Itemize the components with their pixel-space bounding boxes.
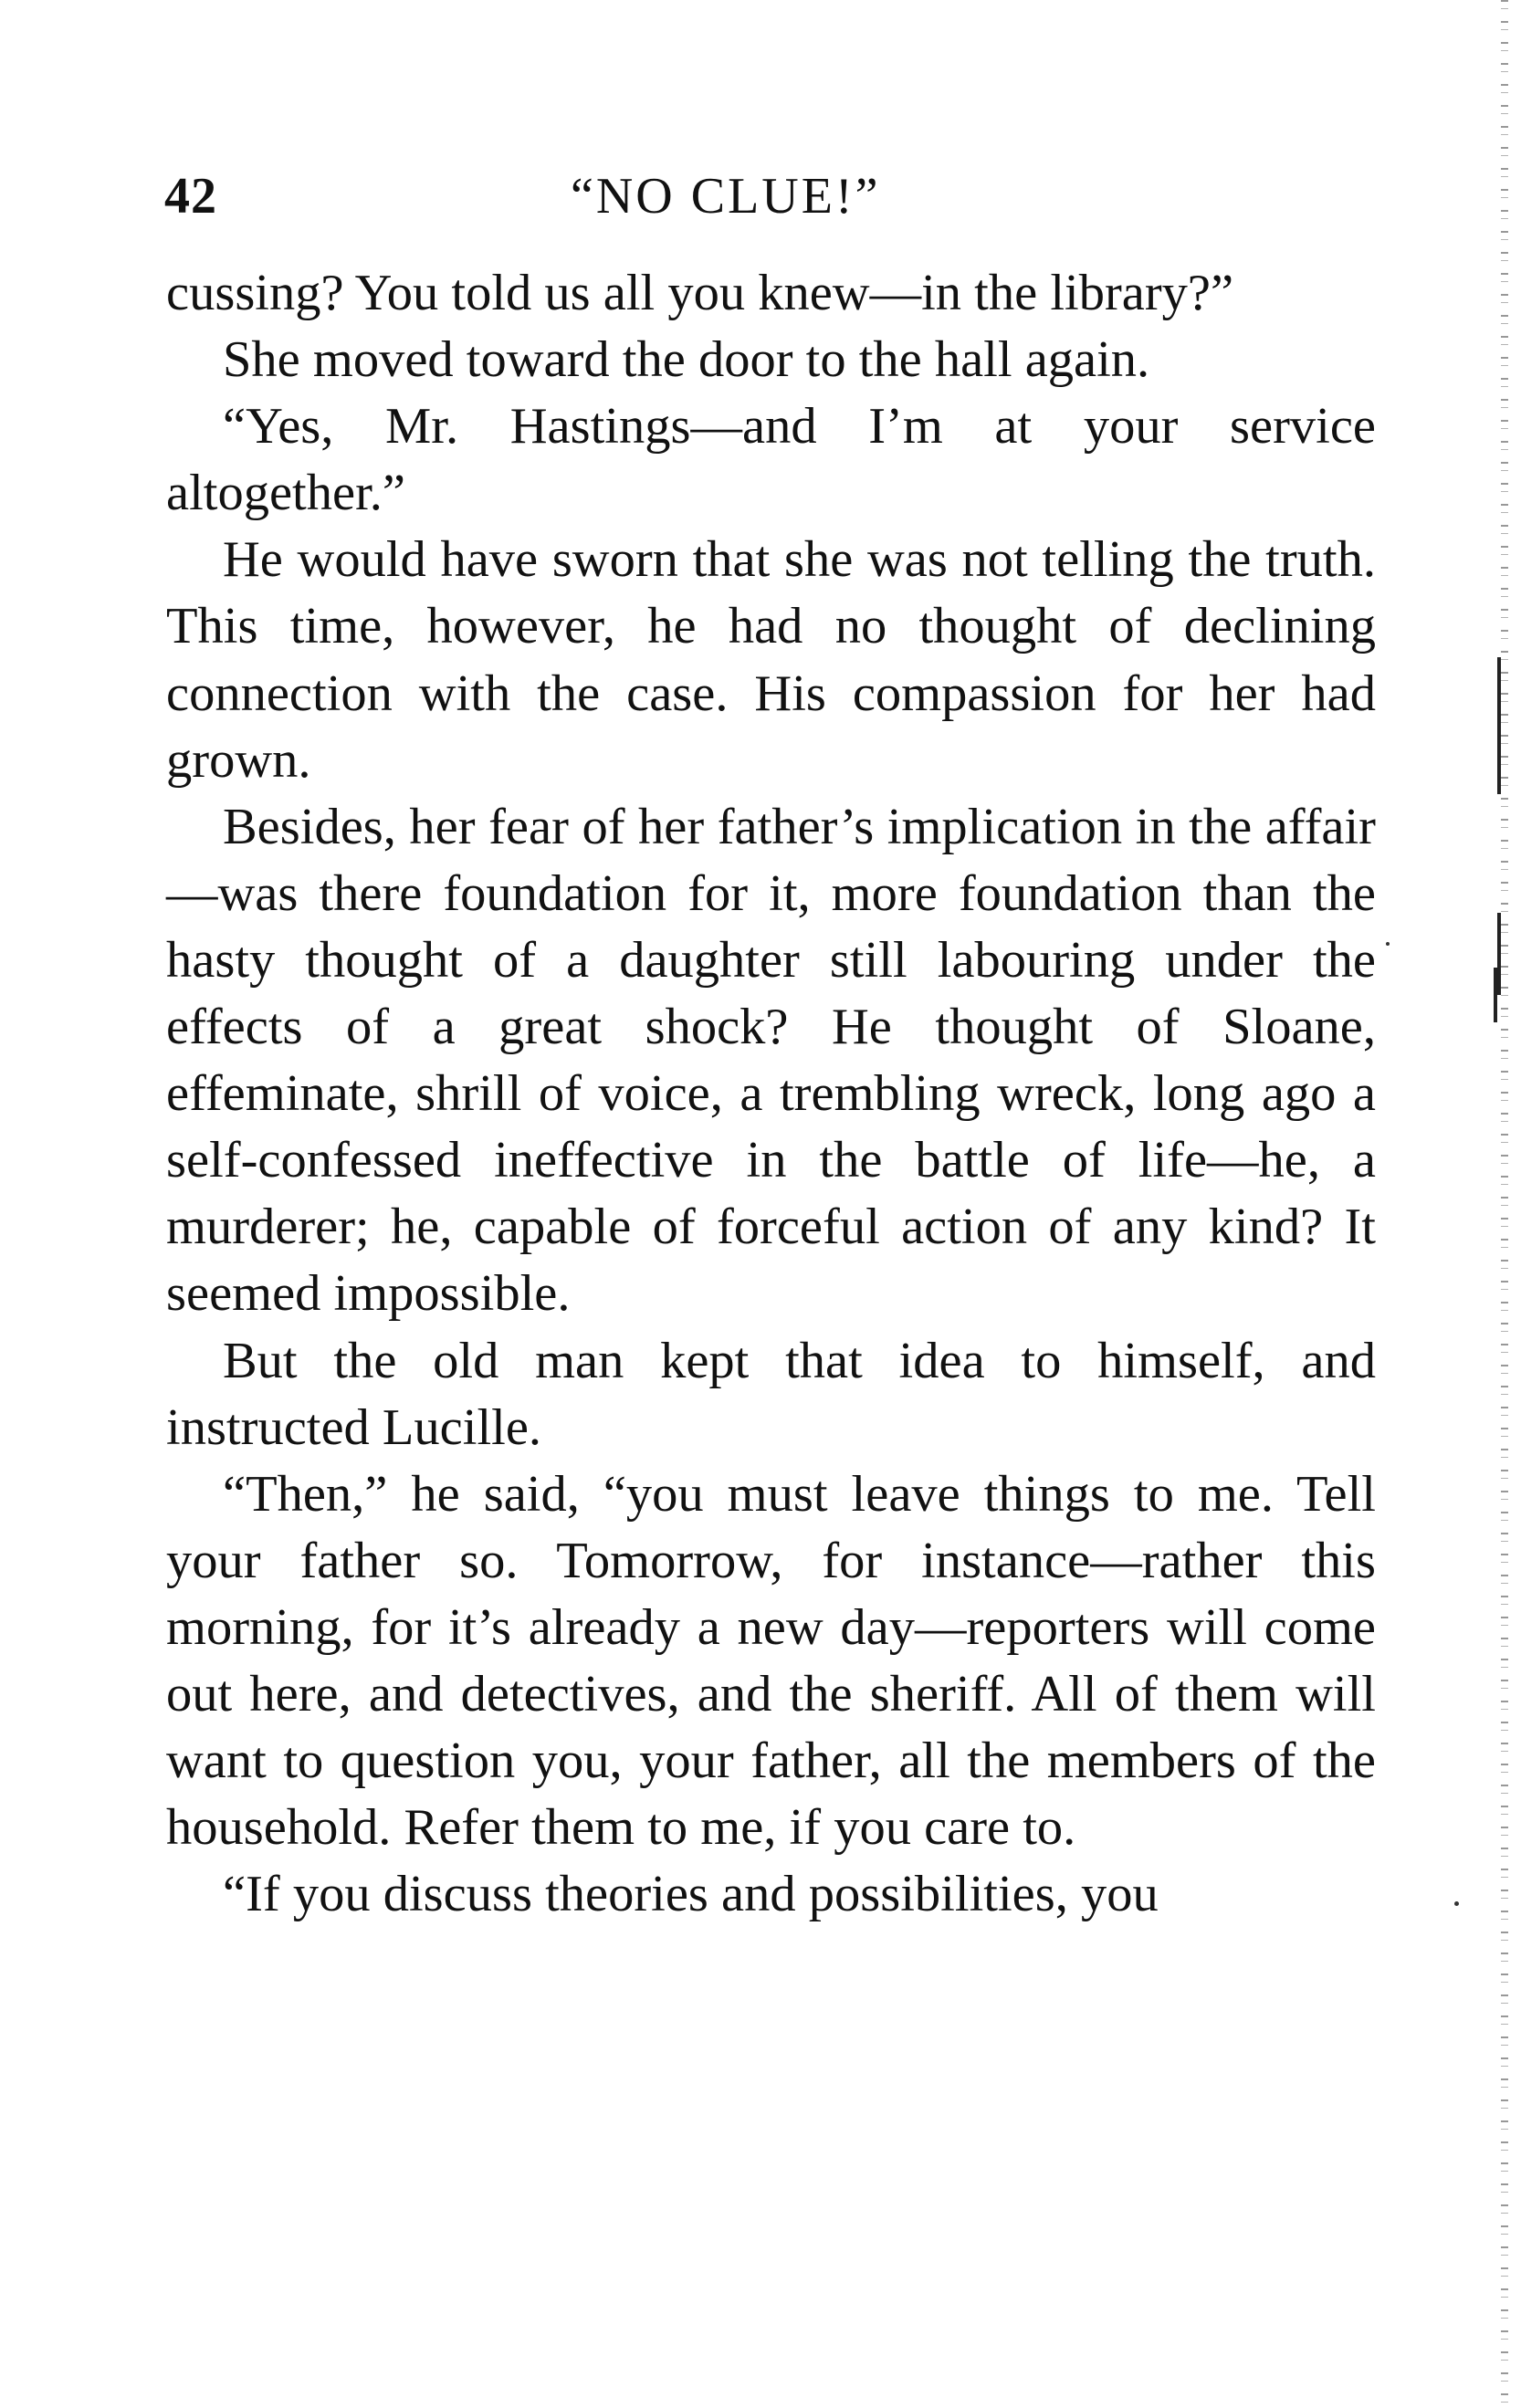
page-header (164, 167, 1379, 240)
edge-mark (1497, 913, 1501, 995)
edge-mark (1494, 968, 1497, 1022)
edge-mark (1497, 657, 1501, 794)
paragraph: “Then,” he said, “you must leave things to me. Tell your father so. Tomorrow, for instance—rather this morning, for it’s already a new day—reporters will come out here, and detectives, and the sheriff. All of them will want to question you, your father, all the members of the household. Refer them to me, if you care to. (166, 1465, 1376, 1857)
paragraph: He would have sworn that she was not telling the truth. This time, however, he had no thought of declining connection with the case. His compassion for her had grown. (166, 531, 1376, 789)
paragraph: “If you discuss theories and possibilities, you (223, 1866, 1159, 1923)
body-text (166, 260, 1376, 1928)
page-number: 42 (164, 168, 217, 225)
paragraph: But the old man kept that idea to himself, and instructed Lucille. (166, 1332, 1376, 1456)
edge-specks (1501, 0, 1508, 2408)
scan-speck (1386, 942, 1390, 946)
scan-speck (1454, 1901, 1459, 1906)
paragraph: She moved toward the door to the hall again. (223, 331, 1150, 389)
running-title: “NO CLUE!” (571, 168, 881, 225)
paragraph: Besides, her fear of her father’s implication in the affair—was there foundation for it, more foundation than the hasty thought of a daughter still labouring under the effects of a great shock? He thought of Sloane, effeminate, shrill of voice, a trembling wreck, long ago a self-confessed ineffective in the battle of life—he, a murderer; he, capable of forceful action of any kind? It seemed impossible. (166, 798, 1376, 1323)
scanned-page-edge (1484, 0, 1521, 2408)
paragraph: “Yes, Mr. Hastings—and I’m at your service altogether.” (166, 398, 1376, 522)
paragraph: cussing? You told us all you knew—in the library?” (166, 265, 1234, 321)
